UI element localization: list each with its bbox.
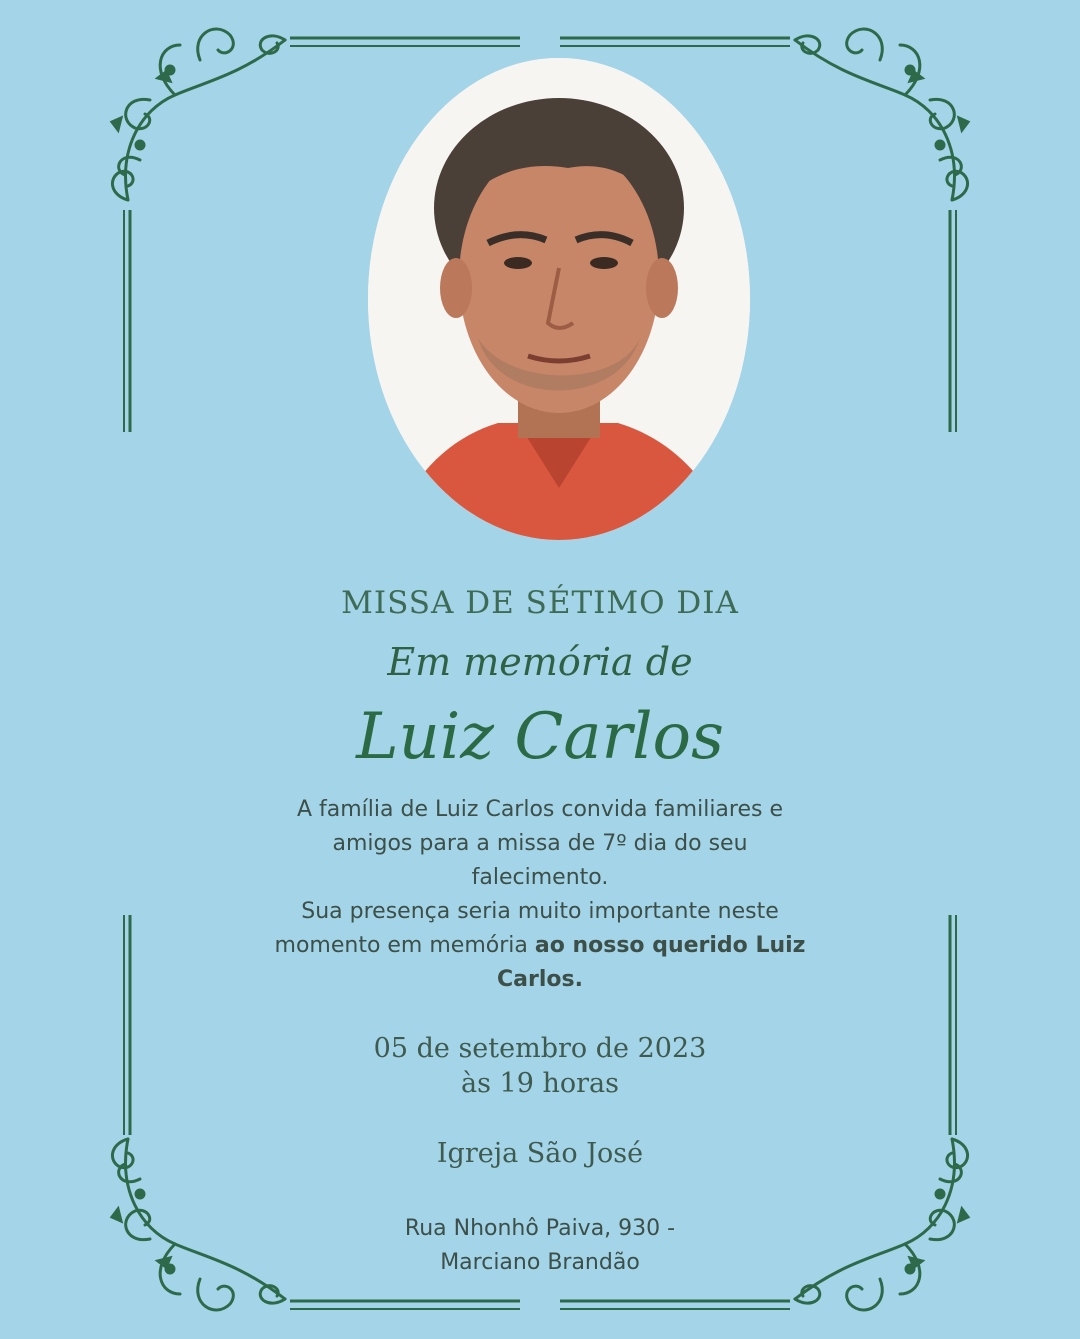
church-name: Igreja São José <box>436 1138 644 1169</box>
address-line: Rua Nhonhô Paiva, 930 - <box>404 1216 676 1241</box>
mass-date: 05 de setembro de 2023 <box>373 1033 707 1064</box>
mass-time: às 19 horas <box>461 1068 619 1099</box>
message-bold-text: Carlos. <box>497 967 583 992</box>
deceased-name: Luiz Carlos <box>356 700 724 774</box>
in-memory-subtitle: Em memória de <box>387 640 693 684</box>
message-line: falecimento. <box>471 865 609 890</box>
message-text: momento em memória <box>274 933 535 958</box>
invitation-message <box>0 793 1080 997</box>
message-line: Sua presença seria muito importante neste <box>301 899 779 924</box>
message-line: A família de Luiz Carlos convida familiares e <box>296 797 784 822</box>
message-bold-text: ao nosso querido Luiz <box>534 933 806 958</box>
message-line: amigos para a missa de 7º dia do seu <box>332 831 748 856</box>
message-line <box>0 929 1080 963</box>
address-line: Marciano Brandão <box>440 1250 640 1275</box>
church-address <box>0 1212 1080 1280</box>
message-line <box>0 963 1080 997</box>
card-title: MISSA DE SÉTIMO DIA <box>341 585 739 621</box>
portrait-photo <box>368 58 750 540</box>
